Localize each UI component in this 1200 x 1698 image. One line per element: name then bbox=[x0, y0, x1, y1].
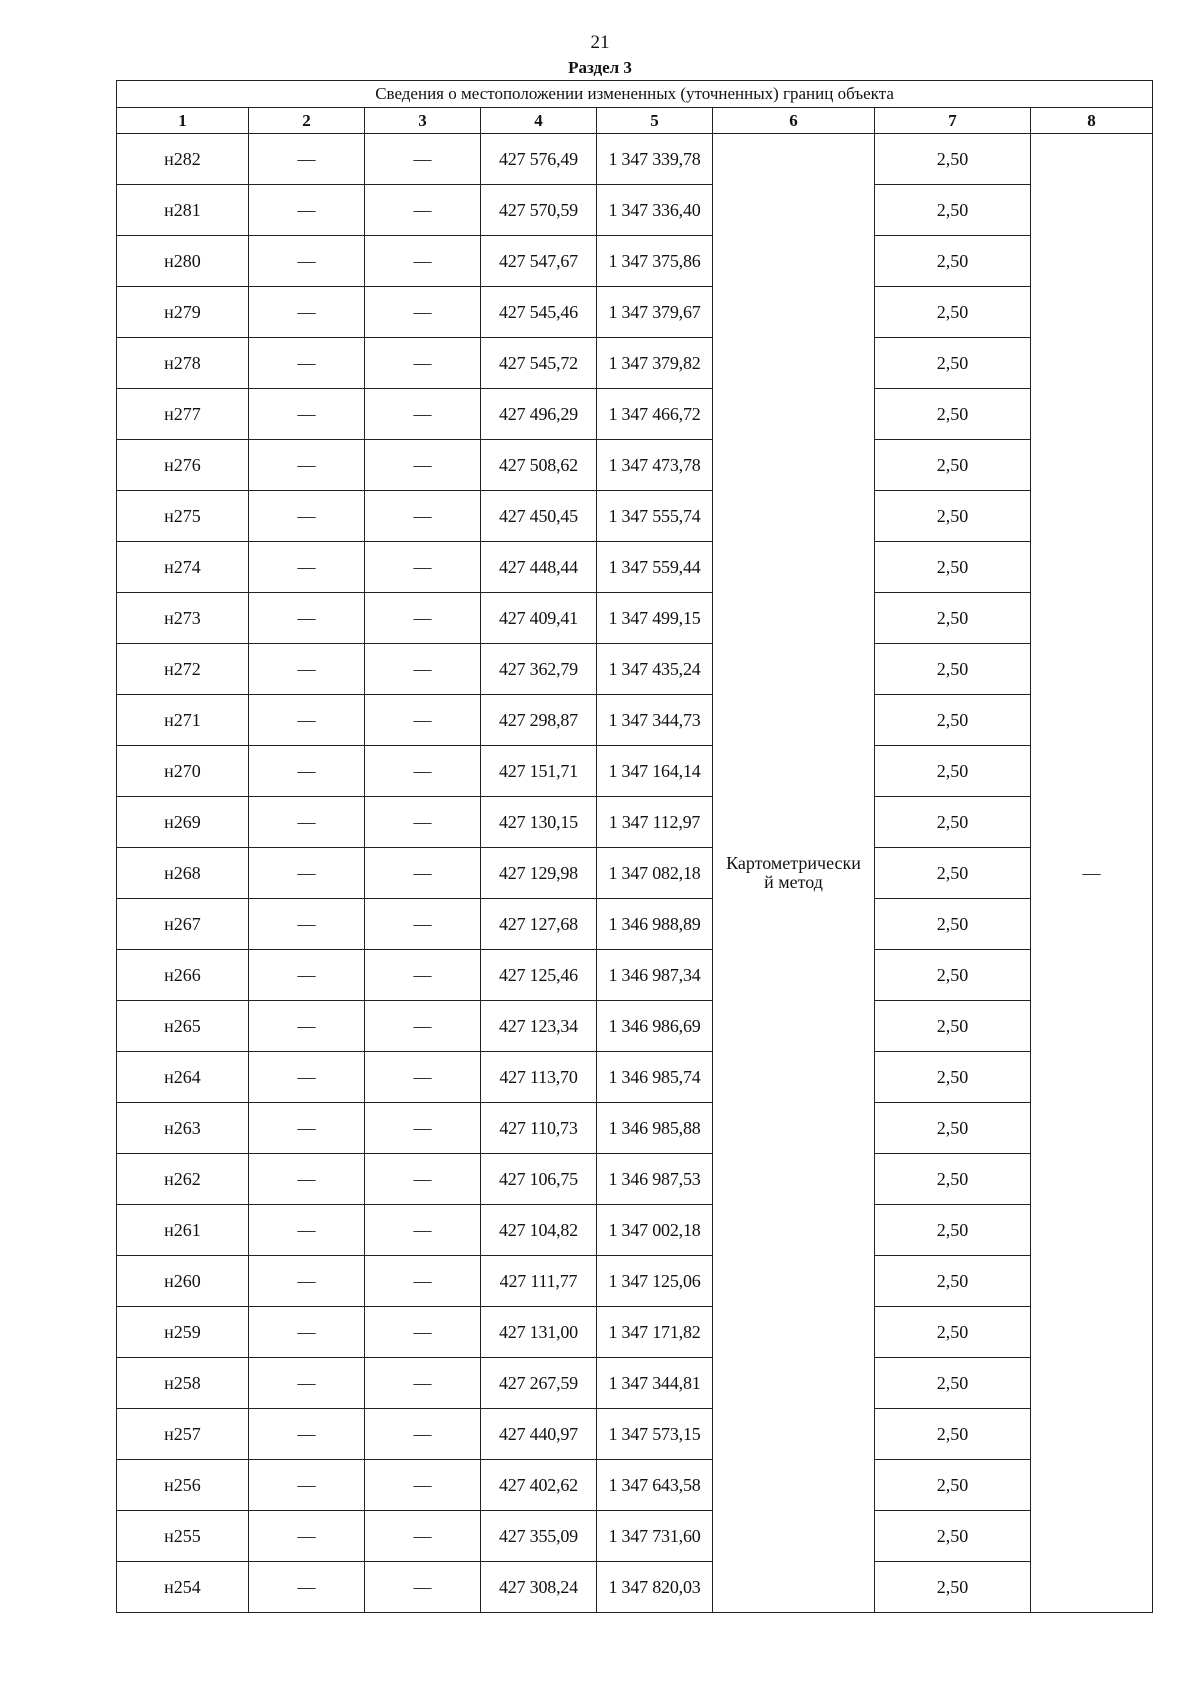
point-name-cell: н276 bbox=[117, 440, 249, 491]
column-2-cell: — bbox=[249, 1511, 365, 1562]
column-3-cell: — bbox=[365, 1205, 481, 1256]
x-coordinate-cell: 427 111,77 bbox=[481, 1256, 597, 1307]
table-row bbox=[117, 848, 1153, 899]
column-2-cell: — bbox=[249, 1103, 365, 1154]
column-2-cell: — bbox=[249, 1205, 365, 1256]
column-2-cell: — bbox=[249, 746, 365, 797]
accuracy-cell: 2,50 bbox=[875, 185, 1031, 236]
column-3-cell: — bbox=[365, 440, 481, 491]
y-coordinate-cell: 1 346 987,53 bbox=[597, 1154, 713, 1205]
accuracy-cell: 2,50 bbox=[875, 593, 1031, 644]
point-name-cell: н273 bbox=[117, 593, 249, 644]
accuracy-cell: 2,50 bbox=[875, 1154, 1031, 1205]
column-3-cell: — bbox=[365, 746, 481, 797]
accuracy-cell: 2,50 bbox=[875, 287, 1031, 338]
y-coordinate-cell: 1 347 125,06 bbox=[597, 1256, 713, 1307]
accuracy-cell: 2,50 bbox=[875, 1001, 1031, 1052]
point-name-cell: н267 bbox=[117, 899, 249, 950]
table-row bbox=[117, 338, 1153, 389]
column-2-cell: — bbox=[249, 950, 365, 1001]
table-row bbox=[117, 1562, 1153, 1613]
y-coordinate-cell: 1 347 820,03 bbox=[597, 1562, 713, 1613]
column-2-cell: — bbox=[249, 185, 365, 236]
column-3-cell: — bbox=[365, 848, 481, 899]
y-coordinate-cell: 1 347 112,97 bbox=[597, 797, 713, 848]
section-title: Раздел 3 bbox=[568, 58, 632, 77]
x-coordinate-cell: 427 508,62 bbox=[481, 440, 597, 491]
point-name-cell: н271 bbox=[117, 695, 249, 746]
column-3-cell: — bbox=[365, 644, 481, 695]
x-coordinate-cell: 427 106,75 bbox=[481, 1154, 597, 1205]
x-coordinate-cell: 427 496,29 bbox=[481, 389, 597, 440]
x-coordinate-cell: 427 409,41 bbox=[481, 593, 597, 644]
column-2-cell: — bbox=[249, 134, 365, 185]
y-coordinate-cell: 1 347 466,72 bbox=[597, 389, 713, 440]
column-number: 8 bbox=[1031, 108, 1153, 134]
accuracy-cell: 2,50 bbox=[875, 1511, 1031, 1562]
accuracy-cell: 2,50 bbox=[875, 950, 1031, 1001]
column-2-cell: — bbox=[249, 389, 365, 440]
column-2-cell: — bbox=[249, 1358, 365, 1409]
accuracy-cell: 2,50 bbox=[875, 1052, 1031, 1103]
x-coordinate-cell: 427 104,82 bbox=[481, 1205, 597, 1256]
table-row bbox=[117, 899, 1153, 950]
boundary-coordinates-table bbox=[116, 80, 1153, 1613]
table-row bbox=[117, 491, 1153, 542]
accuracy-cell: 2,50 bbox=[875, 542, 1031, 593]
column-3-cell: — bbox=[365, 389, 481, 440]
table-row bbox=[117, 1409, 1153, 1460]
column-3-cell: — bbox=[365, 1460, 481, 1511]
accuracy-cell: 2,50 bbox=[875, 389, 1031, 440]
y-coordinate-cell: 1 346 985,88 bbox=[597, 1103, 713, 1154]
y-coordinate-cell: 1 347 002,18 bbox=[597, 1205, 713, 1256]
column-2-cell: — bbox=[249, 644, 365, 695]
accuracy-cell: 2,50 bbox=[875, 1256, 1031, 1307]
table-row bbox=[117, 236, 1153, 287]
y-coordinate-cell: 1 347 344,73 bbox=[597, 695, 713, 746]
y-coordinate-cell: 1 346 985,74 bbox=[597, 1052, 713, 1103]
point-name-cell: н258 bbox=[117, 1358, 249, 1409]
point-name-cell: н280 bbox=[117, 236, 249, 287]
column-3-cell: — bbox=[365, 950, 481, 1001]
column-3-cell: — bbox=[365, 338, 481, 389]
table-body bbox=[117, 134, 1153, 1613]
y-coordinate-cell: 1 347 473,78 bbox=[597, 440, 713, 491]
x-coordinate-cell: 427 130,15 bbox=[481, 797, 597, 848]
point-name-cell: н274 bbox=[117, 542, 249, 593]
column-3-cell: — bbox=[365, 1409, 481, 1460]
x-coordinate-cell: 427 123,34 bbox=[481, 1001, 597, 1052]
y-coordinate-cell: 1 346 986,69 bbox=[597, 1001, 713, 1052]
column-3-cell: — bbox=[365, 695, 481, 746]
y-coordinate-cell: 1 347 435,24 bbox=[597, 644, 713, 695]
point-name-cell: н281 bbox=[117, 185, 249, 236]
accuracy-cell: 2,50 bbox=[875, 695, 1031, 746]
y-coordinate-cell: 1 346 987,34 bbox=[597, 950, 713, 1001]
column-number: 5 bbox=[597, 108, 713, 134]
accuracy-cell: 2,50 bbox=[875, 899, 1031, 950]
column-2-cell: — bbox=[249, 593, 365, 644]
y-coordinate-cell: 1 347 499,15 bbox=[597, 593, 713, 644]
table-row bbox=[117, 1001, 1153, 1052]
column-3-cell: — bbox=[365, 491, 481, 542]
x-coordinate-cell: 427 362,79 bbox=[481, 644, 597, 695]
point-name-cell: н262 bbox=[117, 1154, 249, 1205]
y-coordinate-cell: 1 346 988,89 bbox=[597, 899, 713, 950]
point-name-cell: н255 bbox=[117, 1511, 249, 1562]
column-2-cell: — bbox=[249, 542, 365, 593]
column-3-cell: — bbox=[365, 1358, 481, 1409]
accuracy-cell: 2,50 bbox=[875, 644, 1031, 695]
column-3-cell: — bbox=[365, 1307, 481, 1358]
column-2-cell: — bbox=[249, 1307, 365, 1358]
accuracy-cell: 2,50 bbox=[875, 1358, 1031, 1409]
x-coordinate-cell: 427 308,24 bbox=[481, 1562, 597, 1613]
table-row bbox=[117, 134, 1153, 185]
point-name-cell: н254 bbox=[117, 1562, 249, 1613]
column-8-cell: — bbox=[1031, 134, 1153, 1613]
column-2-cell: — bbox=[249, 1052, 365, 1103]
accuracy-cell: 2,50 bbox=[875, 848, 1031, 899]
x-coordinate-cell: 427 440,97 bbox=[481, 1409, 597, 1460]
x-coordinate-cell: 427 127,68 bbox=[481, 899, 597, 950]
column-2-cell: — bbox=[249, 1154, 365, 1205]
table-caption: Сведения о местоположении измененных (уточненных) границ объекта bbox=[117, 81, 1153, 108]
point-name-cell: н260 bbox=[117, 1256, 249, 1307]
table-row bbox=[117, 593, 1153, 644]
accuracy-cell: 2,50 bbox=[875, 797, 1031, 848]
y-coordinate-cell: 1 347 379,82 bbox=[597, 338, 713, 389]
point-name-cell: н270 bbox=[117, 746, 249, 797]
column-3-cell: — bbox=[365, 134, 481, 185]
accuracy-cell: 2,50 bbox=[875, 1562, 1031, 1613]
column-2-cell: — bbox=[249, 491, 365, 542]
column-2-cell: — bbox=[249, 1460, 365, 1511]
accuracy-cell: 2,50 bbox=[875, 491, 1031, 542]
column-number: 1 bbox=[117, 108, 249, 134]
point-name-cell: н257 bbox=[117, 1409, 249, 1460]
column-number: 7 bbox=[875, 108, 1031, 134]
point-name-cell: н259 bbox=[117, 1307, 249, 1358]
x-coordinate-cell: 427 547,67 bbox=[481, 236, 597, 287]
point-name-cell: н263 bbox=[117, 1103, 249, 1154]
point-name-cell: н272 bbox=[117, 644, 249, 695]
column-3-cell: — bbox=[365, 797, 481, 848]
table-row bbox=[117, 287, 1153, 338]
column-3-cell: — bbox=[365, 185, 481, 236]
y-coordinate-cell: 1 347 643,58 bbox=[597, 1460, 713, 1511]
column-number: 2 bbox=[249, 108, 365, 134]
column-2-cell: — bbox=[249, 338, 365, 389]
x-coordinate-cell: 427 151,71 bbox=[481, 746, 597, 797]
x-coordinate-cell: 427 110,73 bbox=[481, 1103, 597, 1154]
column-2-cell: — bbox=[249, 1001, 365, 1052]
point-name-cell: н278 bbox=[117, 338, 249, 389]
column-3-cell: — bbox=[365, 1001, 481, 1052]
column-3-cell: — bbox=[365, 236, 481, 287]
table-row bbox=[117, 1460, 1153, 1511]
y-coordinate-cell: 1 347 344,81 bbox=[597, 1358, 713, 1409]
table-row bbox=[117, 440, 1153, 491]
y-coordinate-cell: 1 347 171,82 bbox=[597, 1307, 713, 1358]
point-name-cell: н268 bbox=[117, 848, 249, 899]
column-2-cell: — bbox=[249, 797, 365, 848]
column-3-cell: — bbox=[365, 542, 481, 593]
table-row bbox=[117, 644, 1153, 695]
column-3-cell: — bbox=[365, 899, 481, 950]
x-coordinate-cell: 427 113,70 bbox=[481, 1052, 597, 1103]
point-name-cell: н265 bbox=[117, 1001, 249, 1052]
table-row bbox=[117, 389, 1153, 440]
y-coordinate-cell: 1 347 559,44 bbox=[597, 542, 713, 593]
point-name-cell: н279 bbox=[117, 287, 249, 338]
column-3-cell: — bbox=[365, 1154, 481, 1205]
accuracy-cell: 2,50 bbox=[875, 746, 1031, 797]
y-coordinate-cell: 1 347 336,40 bbox=[597, 185, 713, 236]
accuracy-cell: 2,50 bbox=[875, 338, 1031, 389]
method-text: Картометрически й метод bbox=[726, 853, 861, 892]
column-3-cell: — bbox=[365, 1052, 481, 1103]
y-coordinate-cell: 1 347 379,67 bbox=[597, 287, 713, 338]
column-2-cell: — bbox=[249, 440, 365, 491]
column-2-cell: — bbox=[249, 236, 365, 287]
table-row bbox=[117, 797, 1153, 848]
table-row bbox=[117, 1154, 1153, 1205]
y-coordinate-cell: 1 347 731,60 bbox=[597, 1511, 713, 1562]
accuracy-cell: 2,50 bbox=[875, 236, 1031, 287]
y-coordinate-cell: 1 347 375,86 bbox=[597, 236, 713, 287]
column-3-cell: — bbox=[365, 1511, 481, 1562]
accuracy-cell: 2,50 bbox=[875, 1409, 1031, 1460]
x-coordinate-cell: 427 125,46 bbox=[481, 950, 597, 1001]
column-3-cell: — bbox=[365, 1256, 481, 1307]
point-name-cell: н275 bbox=[117, 491, 249, 542]
column-3-cell: — bbox=[365, 593, 481, 644]
x-coordinate-cell: 427 448,44 bbox=[481, 542, 597, 593]
column-2-cell: — bbox=[249, 1409, 365, 1460]
column-3-cell: — bbox=[365, 287, 481, 338]
x-coordinate-cell: 427 576,49 bbox=[481, 134, 597, 185]
column-number: 3 bbox=[365, 108, 481, 134]
y-coordinate-cell: 1 347 164,14 bbox=[597, 746, 713, 797]
point-name-cell: н282 bbox=[117, 134, 249, 185]
table-row bbox=[117, 1205, 1153, 1256]
table-row bbox=[117, 185, 1153, 236]
x-coordinate-cell: 427 298,87 bbox=[481, 695, 597, 746]
x-coordinate-cell: 427 131,00 bbox=[481, 1307, 597, 1358]
table-row bbox=[117, 746, 1153, 797]
y-coordinate-cell: 1 347 573,15 bbox=[597, 1409, 713, 1460]
accuracy-cell: 2,50 bbox=[875, 440, 1031, 491]
table-row bbox=[117, 1052, 1153, 1103]
column-2-cell: — bbox=[249, 899, 365, 950]
column-2-cell: — bbox=[249, 1562, 365, 1613]
x-coordinate-cell: 427 545,46 bbox=[481, 287, 597, 338]
x-coordinate-cell: 427 545,72 bbox=[481, 338, 597, 389]
column-number-row bbox=[117, 108, 1153, 134]
x-coordinate-cell: 427 570,59 bbox=[481, 185, 597, 236]
point-name-cell: н266 bbox=[117, 950, 249, 1001]
page-number: 21 bbox=[590, 32, 610, 53]
x-coordinate-cell: 427 267,59 bbox=[481, 1358, 597, 1409]
point-name-cell: н269 bbox=[117, 797, 249, 848]
accuracy-cell: 2,50 bbox=[875, 1103, 1031, 1154]
accuracy-cell: 2,50 bbox=[875, 1307, 1031, 1358]
column-2-cell: — bbox=[249, 848, 365, 899]
method-cell bbox=[713, 134, 875, 1613]
table-row bbox=[117, 695, 1153, 746]
point-name-cell: н264 bbox=[117, 1052, 249, 1103]
column-3-cell: — bbox=[365, 1103, 481, 1154]
column-number: 4 bbox=[481, 108, 597, 134]
x-coordinate-cell: 427 129,98 bbox=[481, 848, 597, 899]
column-3-cell: — bbox=[365, 1562, 481, 1613]
accuracy-cell: 2,50 bbox=[875, 134, 1031, 185]
accuracy-cell: 2,50 bbox=[875, 1460, 1031, 1511]
point-name-cell: н256 bbox=[117, 1460, 249, 1511]
table-row bbox=[117, 1511, 1153, 1562]
column-2-cell: — bbox=[249, 1256, 365, 1307]
y-coordinate-cell: 1 347 555,74 bbox=[597, 491, 713, 542]
point-name-cell: н277 bbox=[117, 389, 249, 440]
point-name-cell: н261 bbox=[117, 1205, 249, 1256]
table-row bbox=[117, 1307, 1153, 1358]
table-row bbox=[117, 542, 1153, 593]
x-coordinate-cell: 427 402,62 bbox=[481, 1460, 597, 1511]
table-row bbox=[117, 950, 1153, 1001]
x-coordinate-cell: 427 450,45 bbox=[481, 491, 597, 542]
y-coordinate-cell: 1 347 339,78 bbox=[597, 134, 713, 185]
column-2-cell: — bbox=[249, 287, 365, 338]
column-number: 6 bbox=[713, 108, 875, 134]
accuracy-cell: 2,50 bbox=[875, 1205, 1031, 1256]
column-2-cell: — bbox=[249, 695, 365, 746]
table-row bbox=[117, 1103, 1153, 1154]
y-coordinate-cell: 1 347 082,18 bbox=[597, 848, 713, 899]
table-row bbox=[117, 1358, 1153, 1409]
table-row bbox=[117, 1256, 1153, 1307]
x-coordinate-cell: 427 355,09 bbox=[481, 1511, 597, 1562]
